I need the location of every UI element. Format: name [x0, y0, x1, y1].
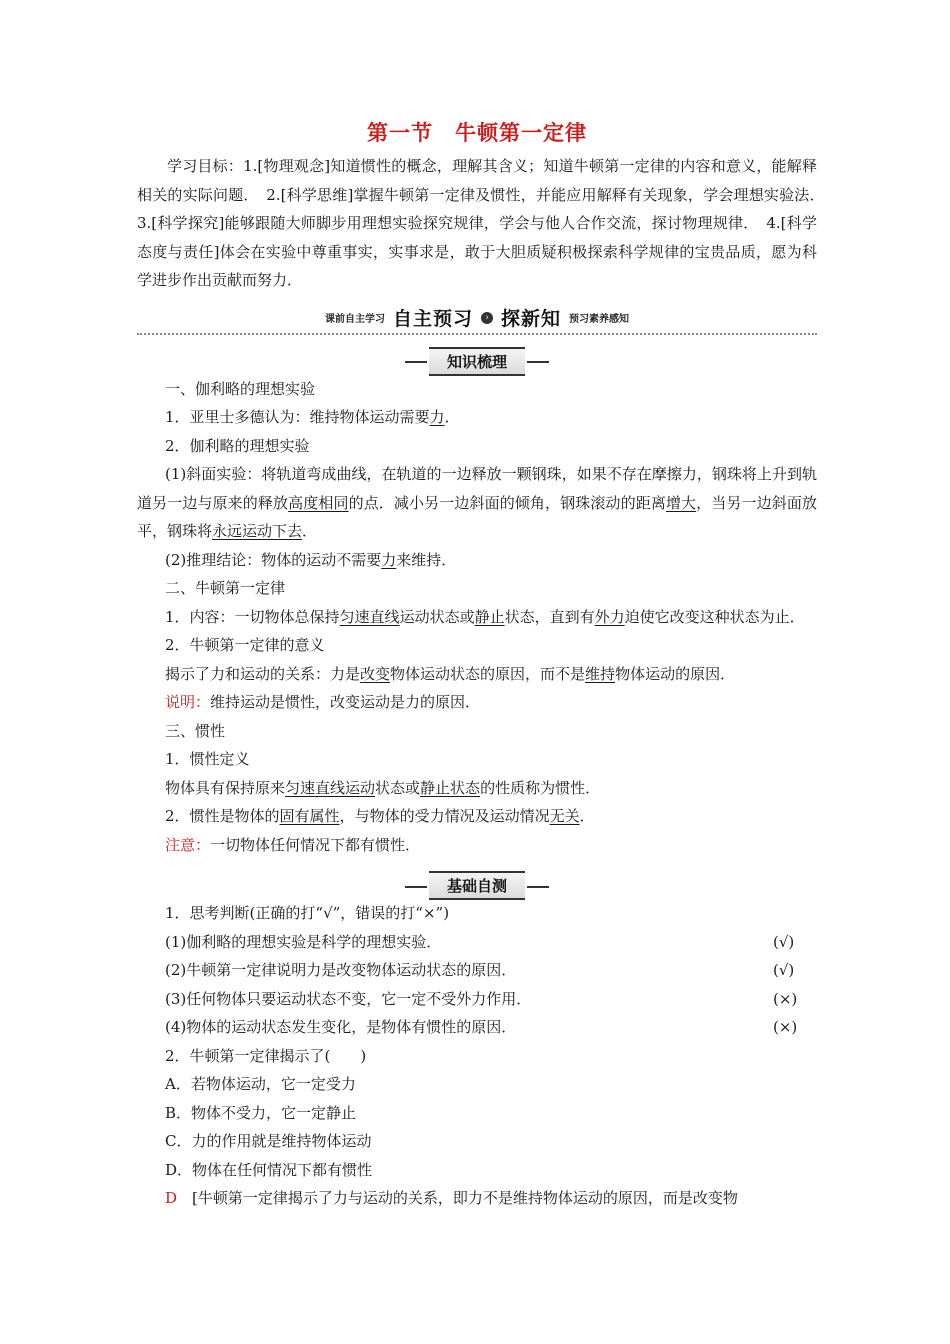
banner-main-2: 探新知	[501, 308, 562, 330]
option-d: D．物体在任何情况下都有惯性	[165, 1160, 373, 1179]
banner-right: 预习素养感知	[569, 314, 630, 325]
point-inertia-property: 2．惯性是物体的固有属性，与物体的受力情况及运动情况无关．	[165, 807, 595, 825]
section-label-test: 基础自测	[429, 871, 525, 900]
document-page	[137, 118, 833, 1213]
point-aristotle: 1．亚里士多德认为：维持物体运动需要力．	[165, 408, 460, 426]
heading-galileo: 一、伽利略的理想实验	[165, 379, 316, 398]
option-c: C．力的作用就是维持物体运动	[165, 1132, 372, 1150]
judge-item: (4)物体的运动状态发生变化，是物体有惯性的原因． (×)	[165, 1018, 798, 1036]
page-title: 第一节 牛顿第一定律	[367, 120, 587, 145]
judge-item: (3)任何物体只要运动状态不变，它一定不受外力作用． (×)	[165, 989, 798, 1008]
point-law-meaning: 2．牛顿第一定律的意义	[165, 636, 325, 654]
point-force-motion: 揭示了力和运动的关系：力是改变物体运动状态的原因，而不是维持物体运动的原因．	[165, 664, 736, 683]
heading-inertia: 三、惯性	[165, 721, 226, 740]
learning-objectives: 学习目标：1.[物理观念]知道惯性的概念，理解其含义；知道牛顿第一定律的内容和意义，能解释相关的实际问题． 2.[科学思维]掌握牛顿第一定律及惯性，并能应用解释有关现象，学会理想实验法． 3.[科学探究]能够跟随大师脚步用理想实验探究规律，学会与他人合作交流，探讨物理规律． 4.[科学态度与责任]体会在实验中尊重事实，实事求是，敢于大胆质疑积极探索科学规律的宝贵品质，愿为科学进步作出贡献而努力．	[137, 157, 833, 289]
note-explain: 说明：维持运动是惯性，改变运动是力的原因．	[165, 693, 481, 711]
option-a: A．若物体运动，它一定受力	[165, 1075, 356, 1093]
note-attention: 注意：一切物体任何情况下都有惯性．	[165, 835, 421, 854]
point-slope-experiment: (1)斜面实验：将轨道弯成曲线，在轨道的一边释放一颗钢珠，如果不存在摩擦力，钢珠将上升到轨道另一边与原来的释放高度相同的点．减小另一边斜面的倾角，钢珠滚动的距离增大，当另一边斜面放平，钢珠将永远运动下去．	[137, 465, 817, 540]
heading-newton-law: 二、牛顿第一定律	[165, 579, 286, 597]
judge-item: (1)伽利略的理想实验是科学的理想实验． (√)	[165, 932, 795, 951]
section-label-knowledge: 知识梳理	[429, 347, 525, 376]
point-galileo-experiment: 2．伽利略的理想实验	[165, 436, 310, 455]
option-b: B．物体不受力，它一定静止	[165, 1103, 357, 1122]
arrow-icon: ›	[481, 312, 493, 324]
banner-left: 课前自主学习	[324, 314, 385, 325]
section-banner	[137, 303, 817, 335]
answer-explanation: D [牛顿第一定律揭示了力与运动的关系，即力不是维持物体运动的原因，而是改变物	[165, 1189, 738, 1207]
point-conclusion: (2)推理结论：物体的运动不需要力来维持．	[165, 550, 457, 569]
point-inertia-text: 物体具有保持原来匀速直线运动状态或静止状态的性质称为惯性．	[165, 778, 601, 797]
question-2: 2．牛顿第一定律揭示了( )	[165, 1046, 367, 1065]
judge-item: (2)牛顿第一定律说明力是改变物体运动状态的原因． (√)	[165, 961, 795, 979]
point-law-content: 1．内容：一切物体总保持匀速直线运动状态或静止状态，直到有外力迫使它改变这种状态为止．	[165, 607, 805, 626]
point-inertia-def: 1．惯性定义	[165, 750, 250, 768]
banner-main-1: 自主预习	[392, 308, 473, 330]
question-1: 1．思考判断(正确的打“√”，错误的打“×”)	[165, 904, 450, 922]
